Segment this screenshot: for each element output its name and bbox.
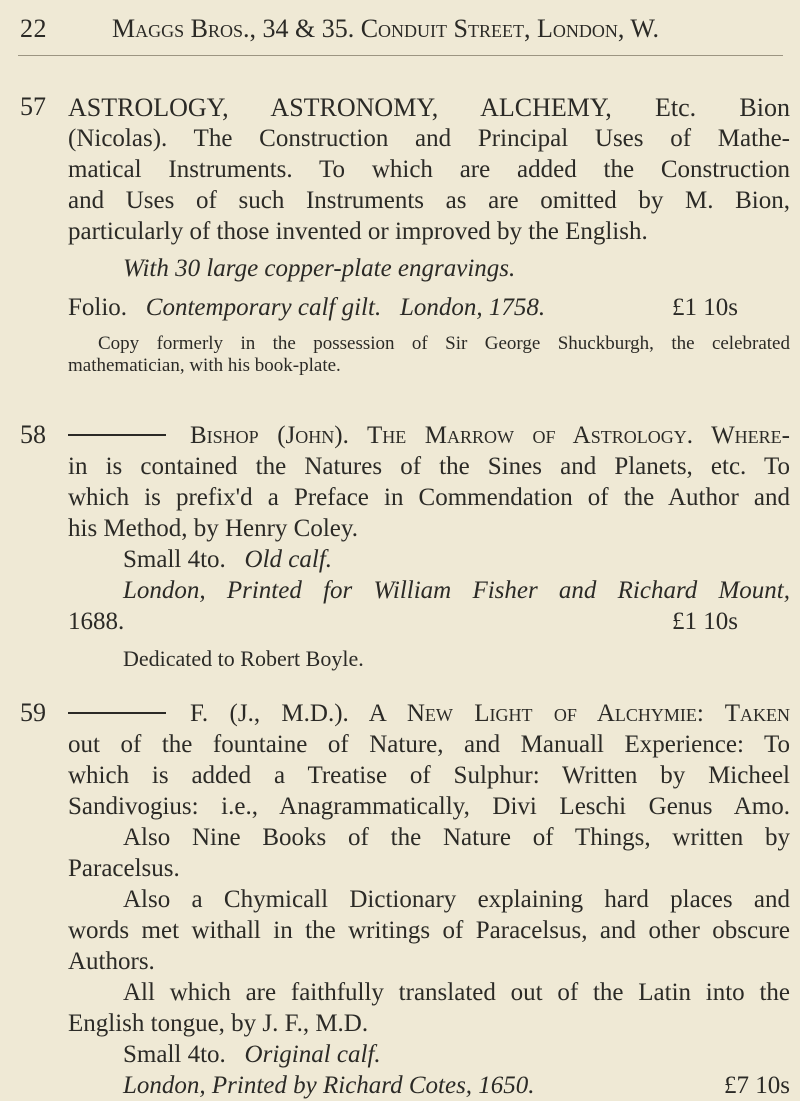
entry-line bbox=[68, 420, 790, 451]
entry-line: Also a Chymicall Dictionary explaining hard places and bbox=[123, 886, 790, 913]
entry-line: ASTROLOGY, ASTRONOMY, ALCHEMY, Etc. Bion bbox=[68, 93, 790, 122]
year: 1688. bbox=[68, 608, 125, 635]
binding: Contemporary calf gilt. bbox=[145, 294, 382, 321]
ditto-dash bbox=[68, 712, 166, 714]
format-line bbox=[68, 544, 790, 575]
entry-text bbox=[68, 698, 790, 1101]
entry-line: matical Instruments. To which are added the Construction bbox=[68, 156, 790, 183]
entry-line: Authors. bbox=[68, 948, 155, 975]
format-line bbox=[68, 1039, 790, 1070]
entry-line: and Uses of such Instruments as are omitted by M. Bion, bbox=[68, 187, 790, 214]
dedication: Dedicated to Robert Boyle. bbox=[123, 646, 364, 671]
entry-text bbox=[68, 92, 790, 377]
entry-text bbox=[68, 420, 790, 674]
imprint: London, Printed by Richard Cotes, 1650. bbox=[123, 1072, 535, 1099]
price: £1 10s bbox=[672, 294, 738, 321]
page-header bbox=[18, 10, 778, 50]
entry-line: All which are faithfully translated out of the Latin into the bbox=[123, 979, 790, 1006]
binding: Original calf. bbox=[244, 1041, 381, 1068]
note-line: Copy formerly in the possession of Sir George Shuckburgh, the celebrated bbox=[98, 333, 790, 354]
entry-line: Sandivogius: i.e., Anagrammatically, Divi Leschi Genus Amo. bbox=[68, 793, 790, 820]
engravings-line: With 30 large copper-plate engravings. bbox=[123, 255, 516, 282]
entry-line: out of the fountaine of Nature, and Manuall Experience: To bbox=[68, 731, 790, 758]
entry-line: particularly of those invented or improved by the English. bbox=[68, 218, 648, 245]
format: Folio. bbox=[68, 294, 128, 321]
imprint: London, Printed for William Fisher and Richard Mount, bbox=[123, 577, 790, 604]
price: £1 10s bbox=[672, 608, 738, 635]
ditto-dash bbox=[68, 434, 166, 436]
running-title: Maggs Bros., 34 & 35. Conduit Street, London, W. bbox=[112, 14, 660, 43]
provenance-note bbox=[68, 333, 790, 377]
entry-line: which is prefix'd a Preface in Commendation of the Author and bbox=[68, 484, 790, 511]
format: Small 4to. bbox=[123, 1041, 226, 1068]
entry-line: English tongue, by J. F., M.D. bbox=[68, 1010, 369, 1037]
lot-number: 57 bbox=[20, 92, 46, 121]
entry-line bbox=[68, 698, 790, 729]
entry-line: (Nicolas). The Construction and Principal Uses of Mathe- bbox=[68, 125, 790, 152]
entry-line: in is contained the Natures of the Sines and Planets, etc. To bbox=[68, 453, 790, 480]
year-line bbox=[68, 606, 790, 637]
page-number: 22 bbox=[20, 14, 47, 43]
entry-line: which is added a Treatise of Sulphur: Written by Micheel bbox=[68, 762, 790, 789]
header-rule bbox=[18, 55, 783, 56]
entry-line: words met withall in the writings of Paracelsus, and other obscure bbox=[68, 917, 790, 944]
binding: Old calf. bbox=[244, 546, 333, 573]
imprint-line bbox=[68, 1070, 790, 1101]
entry-line: his Method, by Henry Coley. bbox=[68, 515, 359, 542]
lot-number: 59 bbox=[20, 698, 46, 727]
entry-line-text: Bishop (John). The Marrow of Astrology. Where- bbox=[190, 422, 790, 449]
entry-line: Paracelsus. bbox=[68, 855, 180, 882]
lot-number: 58 bbox=[20, 420, 46, 449]
format-line bbox=[68, 292, 790, 323]
entry-line: Also Nine Books of the Nature of Things, written by bbox=[123, 824, 790, 851]
format: Small 4to. bbox=[123, 546, 226, 573]
note-line: mathematician, with his book-plate. bbox=[68, 355, 341, 376]
imprint: London, 1758. bbox=[399, 294, 546, 321]
price: £7 10s bbox=[724, 1072, 790, 1099]
entry-line-text: F. (J., M.D.). A New Light of Alchymie: Taken bbox=[190, 700, 790, 727]
